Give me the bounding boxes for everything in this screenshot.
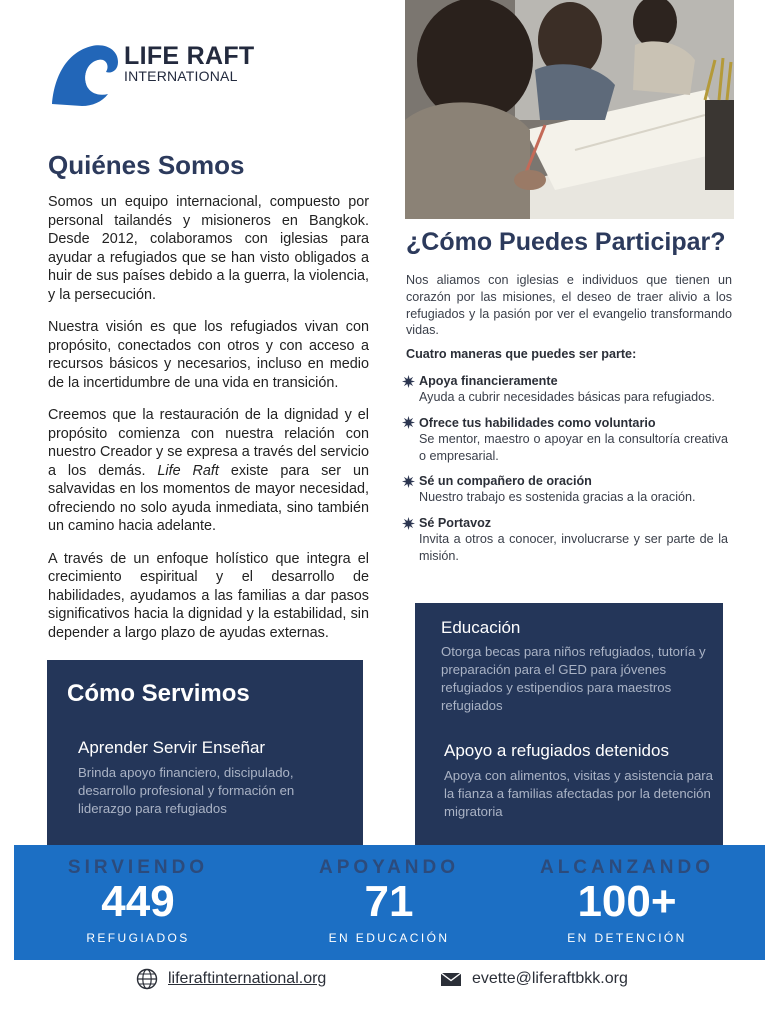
- way-title: Sé Portavoz: [419, 516, 492, 531]
- stat-label: SIRVIENDO: [67, 857, 209, 878]
- globe-icon: [136, 968, 158, 990]
- children-studying-photo: [405, 0, 734, 219]
- stat-block: [309, 845, 469, 945]
- program-title: Apoyo a refugiados detenidos: [444, 741, 669, 760]
- program-title: Aprender Servir Enseñar: [78, 738, 266, 757]
- participate-intro: Nos aliamos con iglesias e individuos que tienen un corazón por las misiones, el deseo de traer alivio a los refugiados y la pasión por ver el evangelio transformando vidas.: [406, 273, 732, 338]
- programs-panel: [415, 603, 723, 860]
- stat-sublabel: EN DETENCIÓN: [567, 931, 687, 945]
- starburst-bullet-icon: [402, 416, 415, 429]
- list-item: [402, 473, 728, 506]
- stat-block: [532, 845, 722, 945]
- participate-heading: ¿Cómo Puedes Participar?: [406, 228, 726, 256]
- about-paragraph-4: A través de un enfoque holístico que integra el crecimiento espiritual y el desarrollo de habilidades, ayudamos a las familias a dar pasos significativos hacia la dignidad y la estabilidad, sin depender a largo plazo de ayudas externas.: [48, 550, 369, 641]
- starburst-bullet-icon: [402, 375, 415, 388]
- email-item: [440, 968, 628, 990]
- about-paragraph-3: [48, 406, 369, 536]
- list-item: [402, 373, 728, 406]
- about-paragraph-2: Nuestra visión es que los refugiados vivan con propósito, conectados con otros y con acceso a recursos básicos y necesarios, incluso en medio de la incertidumbre de una vida en transición.: [48, 319, 369, 391]
- list-item: [402, 415, 728, 465]
- about-heading: Quiénes Somos: [48, 150, 245, 180]
- program-title: Educación: [441, 618, 521, 637]
- way-title: Apoya financieramente: [419, 374, 558, 388]
- way-text: Se mentor, maestro o apoyar en la consultoría creativa o empresarial.: [419, 431, 728, 463]
- way-title: Sé un compañero de oración: [419, 474, 592, 489]
- stat-value: 100+: [577, 877, 677, 926]
- way-title: Ofrece tus habilidades como voluntario: [419, 415, 656, 430]
- photo-illustration: [405, 0, 734, 219]
- brand-logo: [48, 38, 258, 110]
- list-item: [402, 515, 728, 565]
- stat-sublabel: EN EDUCACIÓN: [328, 931, 450, 945]
- stat-value: 449: [101, 877, 175, 926]
- stats-band: [14, 845, 765, 960]
- email-address[interactable]: evette@liferaftbkk.org: [472, 970, 628, 987]
- starburst-bullet-icon: [402, 517, 415, 530]
- stat-sublabel: REFUGIADOS: [86, 931, 190, 945]
- envelope-icon: [440, 968, 462, 990]
- about-paragraph-3-a: Creemos que la restauración de la dignidad y el propósito comienza con nuestra relación con nuestro Creador y se expresa a través del servicio a los demás.: [48, 407, 369, 479]
- about-paragraph-3-b: existe para ser un salvavidas en los momentos de mayor necesidad, ofreciendo no solo ayuda inmediata, sino también un camino hacia adelante.: [48, 462, 370, 534]
- program-description: Brinda apoyo financiero, discipulado, desarrollo profesional y formación en liderazgo para refugiados: [78, 765, 295, 816]
- website-link-item: [136, 968, 326, 990]
- stat-block: [58, 845, 218, 945]
- life-raft-emphasis: Life Raft: [157, 462, 219, 479]
- stat-label: APOYANDO: [318, 857, 460, 878]
- about-paragraph-1: Somos un equipo internacional, compuesto por personal tailandés y misioneros en Bangkok. Desde 2012, colaboramos con iglesias para ayudar a refugiados que se han visto obligados a huir de sus países debido a la guerra, la violencia, y la persecución.: [48, 194, 369, 303]
- how-we-serve-panel: [47, 660, 363, 860]
- program-description: Otorga becas para niños refugiados, tutoría y preparación para el GED para jóvenes refugiados y estipendios para maestros refugiados: [441, 644, 706, 713]
- way-text: Nuestro trabajo es sostenida gracias a la oración.: [419, 490, 696, 505]
- stat-value: 71: [364, 877, 414, 926]
- brand-subtitle: INTERNATIONAL: [124, 68, 238, 84]
- wave-logo-icon: [48, 38, 120, 110]
- stat-label: ALCANZANDO: [539, 857, 715, 878]
- way-text: Invita a otros a conocer, involucrarse y ser parte de la misión.: [419, 532, 728, 563]
- starburst-bullet-icon: [402, 475, 415, 488]
- about-text: [48, 193, 369, 656]
- ways-list: [402, 373, 728, 574]
- website-link[interactable]: liferaftinternational.org: [168, 970, 327, 987]
- brand-name: LIFE RAFT: [124, 42, 255, 70]
- program-description: Apoya con alimentos, visitas y asistencia para la fianza a familias afectadas por la detención migratoria: [444, 768, 714, 819]
- participate-subheading: Cuatro maneras que puedes ser parte:: [406, 347, 637, 361]
- how-we-serve-heading: Cómo Servimos: [67, 680, 250, 707]
- way-text: Ayuda a cubrir necesidades básicas para refugiados.: [419, 390, 715, 404]
